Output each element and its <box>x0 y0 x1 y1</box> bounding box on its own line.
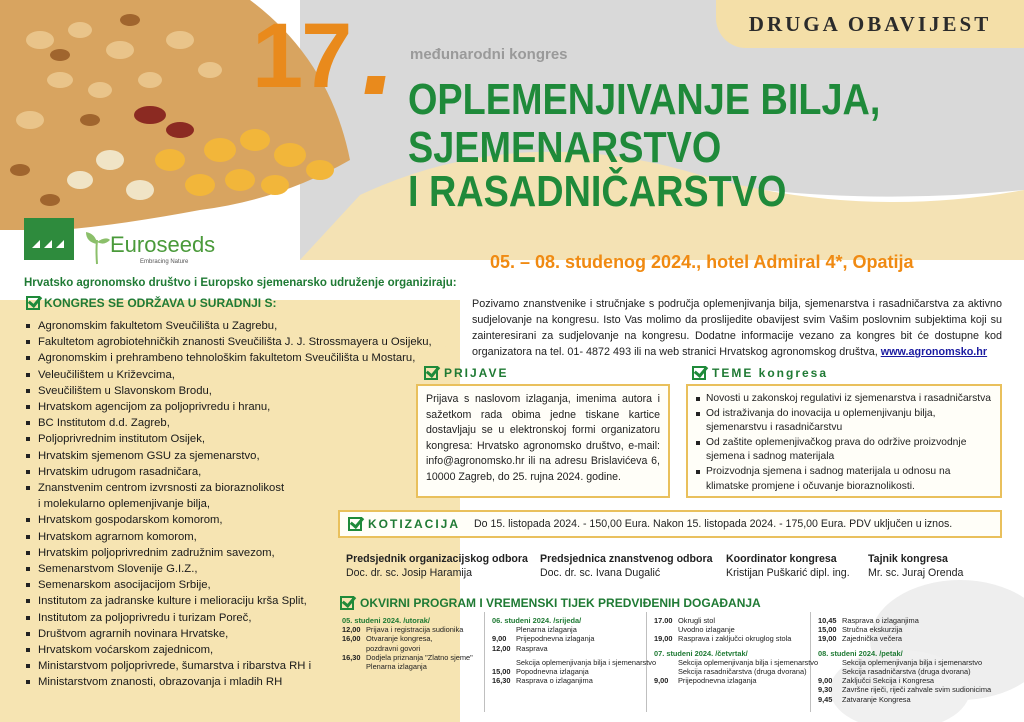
partner-name: Ministarstvom poljoprivrede, šumarstva i ribarstva RH i <box>38 660 312 673</box>
euroseeds-logo <box>82 230 222 270</box>
schedule-time: 17.00 <box>654 616 673 625</box>
bullet <box>26 356 30 360</box>
committee-member <box>540 552 712 580</box>
schedule-time: 9,30 <box>818 685 833 695</box>
topic-text: Od zaštite oplemenjivačkog prava do održive proizvodnje sjemena i sadnog materijala <box>706 436 967 463</box>
schedule-time: 12,00 <box>342 625 361 635</box>
dates-location: 05. – 08. studenog 2024., hotel Admiral 4*, Opatija <box>490 252 914 272</box>
partner-name: Hrvatskim sjemenom GSU za sjemenarstvo, <box>38 449 260 462</box>
schedule-time <box>818 667 842 676</box>
bullet <box>26 405 30 409</box>
prijave-box: Prijava s naslovom izlaganja, imenima autora i sažetkom rada obima jedne tiskane kartice dostavljaju se u elektronskoj formi organizatoru kongresa: Hrvatsko agronomsko društvo, e-mail: info@agronomsko.hr ili na adresu Brislavićeva 6, 10000 Zagreb, do 25. rujna 2024. godine. <box>416 384 670 498</box>
schedule-row <box>818 625 1008 634</box>
schedule-row <box>492 657 657 667</box>
schedule-row <box>654 634 804 643</box>
schedule-row <box>654 616 804 625</box>
kotizacija-box <box>338 510 1002 538</box>
bullet <box>26 454 30 458</box>
partner-name: Semenarskom asocijacijom Srbije, <box>38 579 211 592</box>
website-link[interactable]: www.agronomsko.hr <box>880 346 988 358</box>
day-label: 08. studeni 2024. /petak/ <box>818 648 903 658</box>
schedule-activity: Rasprava o izlaganjima <box>516 676 593 686</box>
schedule-time: 10,45 <box>818 616 837 625</box>
checkmark-icon <box>348 517 362 531</box>
schedule-row <box>492 644 638 653</box>
partner-name: Sveučilištem u Slavonskom Brodu, <box>38 384 212 397</box>
topic-item <box>696 392 992 407</box>
bullet <box>26 340 30 344</box>
partner-item <box>24 464 444 480</box>
schedule-activity: Rasprava i zaključci okruglog stola <box>678 634 792 644</box>
bullet <box>26 680 30 684</box>
schedule-time: 12,00 <box>492 643 511 653</box>
member-name: Mr. sc. Juraj Orenda <box>868 567 964 579</box>
teme-heading-text: TEME kongresa <box>712 366 829 380</box>
bullet <box>26 373 30 377</box>
schedule-time: 16,30 <box>342 652 361 662</box>
partner-name: Hrvatskom agrarnom komorom, <box>38 530 197 543</box>
schedule-activity: Završne riječi, riječi zahvale svim sudionicima <box>842 685 992 695</box>
partner-name: Semenarstvom Slovenije G.I.Z., <box>38 563 198 576</box>
partner-name: Poljoprivrednim institutom Osijek, <box>38 433 205 446</box>
partner-item <box>24 431 444 447</box>
schedule-activity: Prijava i registracija sudionika <box>366 625 464 635</box>
partner-item <box>24 399 444 415</box>
member-role: Tajnik kongresa <box>868 553 948 565</box>
topic-item <box>696 436 992 465</box>
schedule-activity: Zaključci Sekcija i Kongresa <box>842 676 935 686</box>
bullet <box>26 535 30 539</box>
schedule-time <box>342 644 366 653</box>
schedule-activity: Prijepodnevna izlaganja <box>516 634 595 644</box>
partner-name: Hrvatskim poljoprivrednim zadružnim savezom, <box>38 546 275 559</box>
program-day-3 <box>654 616 819 686</box>
schedule-row <box>492 634 638 643</box>
bullet <box>26 664 30 668</box>
topic-item <box>696 465 992 494</box>
partner-name: Znanstvenim centrom izvrsnosti za bioraznolikost <box>38 482 285 495</box>
schedule-time <box>654 658 678 667</box>
schedule-time: 19,00 <box>654 634 673 644</box>
partner-name: Hrvatskom agencijom za poljoprivredu i hranu, <box>38 401 271 414</box>
day-label: 06. studeni 2024. /srijeda/ <box>492 616 582 625</box>
partner-item <box>24 383 444 399</box>
bullet <box>26 324 30 328</box>
notice-label: DRUGA OBAVIJEST <box>716 0 1024 48</box>
schedule-time: 9,00 <box>492 634 507 644</box>
topic-text: Od istraživanja do inovacija u oplemenjivanju bilja, sjemenarstvu i rasadničarstvu <box>706 407 936 434</box>
checkmark-icon <box>340 596 354 610</box>
partner-name: Hrvatskom gospodarskom komorom, <box>38 514 223 527</box>
partner-item <box>24 334 444 350</box>
schedule-activity: Sekcija oplemenjivanja bilja i sjemenarstvo <box>678 657 819 667</box>
schedule-row <box>342 634 478 643</box>
schedule-time <box>818 658 842 667</box>
had-logo <box>24 218 74 260</box>
schedule-row <box>654 625 804 634</box>
title-line-3: I RASADNIČARSTVO <box>408 167 787 216</box>
partner-name: Hrvatskim udrugom rasadničara, <box>38 465 202 478</box>
schedule-time <box>492 658 516 667</box>
schedule-activity: Sekcija rasadničarstva (druga dvorana) <box>678 667 807 677</box>
schedule-row <box>654 657 819 667</box>
partner-item <box>24 674 444 690</box>
member-name: Doc. dr. sc. Ivana Dugalić <box>540 567 661 579</box>
schedule-time: 9,45 <box>818 694 833 704</box>
committee-member <box>346 552 528 580</box>
committee-row <box>340 552 1004 586</box>
partner-item <box>24 350 444 366</box>
schedule-row <box>818 667 1008 676</box>
schedule-row <box>818 695 1008 704</box>
day-label: 07. studeni 2024. /četvrtak/ <box>654 648 748 658</box>
schedule-time <box>492 625 516 634</box>
member-role: Predsjednik organizacijskog odbora <box>346 553 528 565</box>
partner-name: Fakultetom agrobiotehničkih znanosti Sveučilišta J. J. Strossmayera u Osijeku, <box>38 336 432 349</box>
member-role: Predsjednica znanstvenog odbora <box>540 553 713 565</box>
prijave-heading <box>424 366 508 380</box>
schedule-activity: Uvodno izlaganje <box>678 625 735 635</box>
bullet <box>696 397 700 401</box>
partner-item <box>24 480 444 496</box>
organizers-line: Hrvatsko agronomsko društvo i Europsko sjemenarsko udruženje organiziraju: <box>24 277 457 289</box>
bullet <box>26 518 30 522</box>
title-line-2: SJEMENARSTVO <box>408 123 722 172</box>
schedule-row <box>818 634 1008 643</box>
schedule-row <box>492 625 638 634</box>
schedule-activity: Prijepodnevna izlaganja <box>678 676 757 686</box>
topic-item <box>696 407 992 436</box>
program-day-4 <box>818 616 1008 704</box>
schedule-activity: Sekcija rasadničarstva (druga dvorana) <box>842 667 971 677</box>
schedule-row <box>818 658 1008 667</box>
schedule-activity: Zajednička večera <box>842 634 902 644</box>
partner-name: Agronomskim fakultetom Sveučilišta u Zagrebu, <box>38 320 278 332</box>
kongres-heading <box>26 296 276 310</box>
schedule-row <box>342 653 478 662</box>
schedule-row <box>342 625 478 634</box>
bullet <box>26 421 30 425</box>
schedule-activity: Rasprava o izlaganjima <box>842 616 919 625</box>
bullet <box>26 632 30 636</box>
checkmark-icon <box>424 366 438 380</box>
schedule-activity: Stručna ekskurzija <box>842 625 903 635</box>
teme-list <box>696 392 992 494</box>
partner-item <box>24 448 444 464</box>
schedule-activity: pozdravni govori <box>366 643 421 653</box>
schedule-activity: Popodnevna izlaganja <box>516 667 589 677</box>
partner-name: Institutom za jadranske kulture i melioraciju krša Split, <box>38 595 307 608</box>
partner-name: Agronomskim i prehrambeno tehnološkim fakultetom Sveučilišta u Mostaru, <box>38 352 416 365</box>
checkmark-icon <box>692 366 706 380</box>
partner-name: Institutom za poljoprivredu i turizam Poreč, <box>38 611 252 624</box>
schedule-row <box>654 676 804 685</box>
schedule-row <box>342 644 478 653</box>
edition-number: 17 <box>252 5 351 107</box>
partner-item <box>24 415 444 431</box>
partner-name: Hrvatskom voćarskom zajednicom, <box>38 644 214 657</box>
committee-member <box>726 552 850 580</box>
schedule-row <box>818 616 1008 625</box>
edition-number-dot <box>364 76 385 94</box>
schedule-activity: Sekcija oplemenjivanja bilja i sjemenarstvo <box>842 657 983 667</box>
euroseeds-wordmark: Euroseeds <box>110 232 216 257</box>
member-role: Koordinator kongresa <box>726 553 837 565</box>
kotizacija-text: Do 15. listopada 2024. - 150,00 Eura. Nakon 15. listopada 2024. - 175,00 Eura. PDV uključen u iznos. <box>474 518 953 530</box>
bullet <box>26 583 30 587</box>
teme-box <box>686 384 1002 498</box>
teme-heading <box>692 366 828 380</box>
congress-subtitle: međunarodni kongres <box>410 46 568 63</box>
bullet <box>696 412 700 416</box>
schedule-row <box>654 667 807 677</box>
intro-paragraph <box>472 296 1002 360</box>
schedule-activity: Zatvaranje Kongresa <box>842 694 911 704</box>
member-name: Kristijan Puškarić dipl. ing. <box>726 567 850 579</box>
schedule-activity: Otvaranje kongresa, <box>366 634 433 644</box>
schedule-time: 16,30 <box>492 676 511 686</box>
topic-text: Novosti u zakonskoj regulativi iz sjemenarstva i rasadničarstva <box>706 393 991 404</box>
member-name: Doc. dr. sc. Josip Haramija <box>346 567 472 579</box>
schedule-activity: Okrugli stol <box>678 616 715 625</box>
schedule-time: 19,00 <box>818 634 837 644</box>
euroseeds-tagline: Embracing Nature <box>140 259 189 265</box>
partner-name: Društvom agrarnih novinara Hrvatske, <box>38 627 229 640</box>
partner-name: i molekularno oplemenjivanje bilja, <box>38 498 211 511</box>
schedule-time: 9,00 <box>818 676 833 686</box>
bullet <box>26 486 30 490</box>
schedule-activity: Plenarna izlaganja <box>516 625 577 635</box>
topic-text: Proizvodnja sjemena i sadnog materijala u odnosu na klimatske promjene i očuvanje bioraznolikosti. <box>706 465 951 492</box>
bullet <box>26 567 30 571</box>
schedule-row <box>818 676 1008 685</box>
partner-item <box>24 367 444 383</box>
bullet <box>696 441 700 445</box>
column-divider <box>484 612 485 712</box>
intro-text: Pozivamo znanstvenike i stručnjake s područja oplemenjivanja bilja, sjemenarstva i rasadničarstva za aktivno sudjelovanje na kongresu. Isto Vas molimo da proslijedite obavijest svim Vašim poslovnim subjektima koji su zainteresirani za sudjelovanje na kongresu. Dodatne informacije vezano za kongres bit će dostupne kod organizatora na tel. 01- 4872 493 ili na web stranici Hrvatskog agronomskog društva, <box>472 298 1002 358</box>
schedule-time: 15,00 <box>492 667 511 677</box>
program-day-1 <box>342 616 478 671</box>
program-heading <box>340 596 761 610</box>
schedule-activity: Rasprava <box>516 643 548 653</box>
kotizacija-heading-text: KOTIZACIJA <box>368 517 460 531</box>
schedule-activity: Dodjela priznanja "Zlatno sjeme" <box>366 652 473 662</box>
schedule-row <box>492 676 638 685</box>
schedule-time <box>654 625 678 634</box>
program-day-2 <box>492 616 657 686</box>
schedule-row <box>492 667 638 676</box>
sprout-icon <box>82 230 112 266</box>
committee-member <box>868 552 963 580</box>
bullet <box>26 551 30 555</box>
schedule-time: 9,00 <box>654 676 669 686</box>
partner-name: BC Institutom d.d. Zagreb, <box>38 417 170 430</box>
kongres-heading-text: KONGRES SE ODRŽAVA U SURADNJI S: <box>44 296 277 310</box>
partner-item <box>24 318 444 334</box>
day-label: 05. studeni 2024. /utorak/ <box>342 616 430 625</box>
checkmark-icon <box>26 296 40 310</box>
partner-name: Ministarstvom znanosti, obrazovanja i mladih RH <box>38 676 283 689</box>
schedule-row <box>818 685 1008 694</box>
kotizacija-heading <box>348 517 460 531</box>
bullet <box>26 616 30 620</box>
bullet <box>26 648 30 652</box>
schedule-time <box>342 662 366 671</box>
schedule-activity: Plenarna izlaganja <box>366 662 427 672</box>
schedule-time: 15,00 <box>818 625 837 635</box>
schedule-activity: Sekcija oplemenjivanja bilja i sjemenarstvo <box>516 657 657 667</box>
partner-name: Veleučilištem u Križevcima, <box>38 368 175 381</box>
schedule-row <box>342 662 478 671</box>
program-heading-text: OKVIRNI PROGRAM I VREMENSKI TIJEK PREDVIĐENIH DOGAĐANJA <box>360 596 761 610</box>
schedule-time: 16,00 <box>342 634 361 644</box>
title-line-1: OPLEMENJIVANJE BILJA, <box>408 75 881 124</box>
bullet <box>696 470 700 474</box>
prijave-heading-text: PRIJAVE <box>444 366 509 380</box>
bullet <box>26 437 30 441</box>
bullet <box>26 599 30 603</box>
schedule-time <box>654 667 678 676</box>
bullet <box>26 389 30 393</box>
bullet <box>26 470 30 474</box>
